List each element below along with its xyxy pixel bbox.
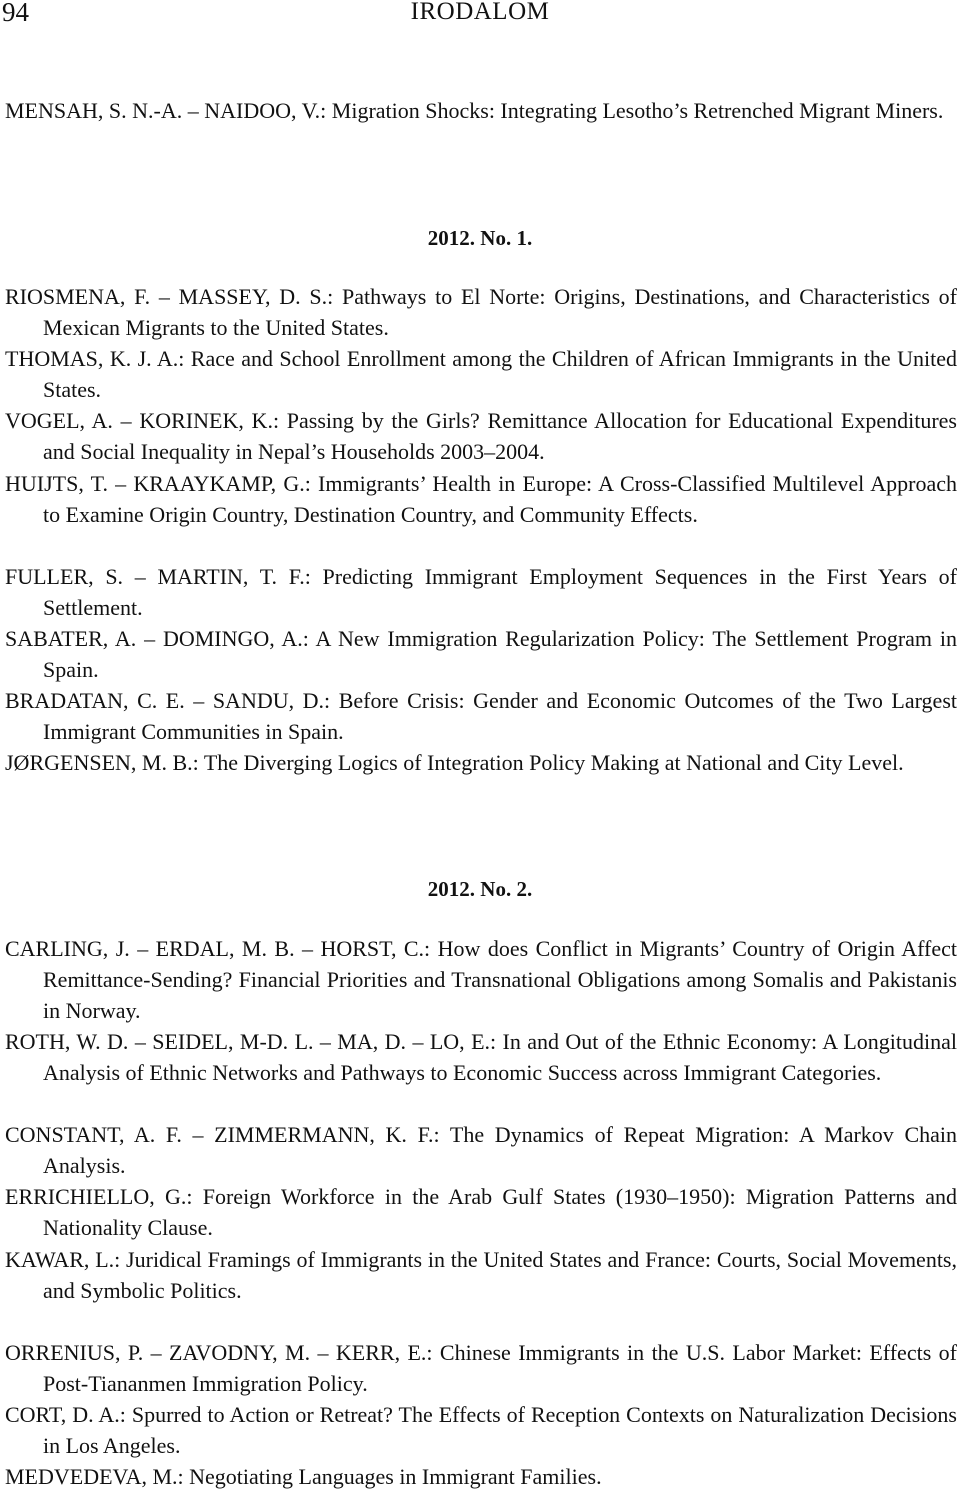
reference-entry: CONSTANT, A. F. – ZIMMERMANN, K. F.: The Dynamics of Repeat Migration: A Markov Chain Analysis. [5, 1122, 957, 1178]
reference-entry: KAWAR, L.: Juridical Framings of Immigrants in the United States and France: Courts, Social Movements, and Symbolic Politics. [5, 1247, 957, 1303]
reference-entry: HUIJTS, T. – KRAAYKAMP, G.: Immigrants’ Health in Europe: A Cross-Classified Multilevel Approach to Examine Origin Country, Destination Country, and Community Effects. [5, 471, 957, 527]
issue-heading-no2: 2012. No. 2. [427, 877, 533, 901]
reference-entry: VOGEL, A. – KORINEK, K.: Passing by the Girls? Remittance Allocation for Educational Expenditures and Social Inequality in Nepal’s Households 2003–2004. [5, 408, 957, 464]
page-number: 94 [2, 0, 29, 27]
reference-entry: ERRICHIELLO, G.: Foreign Workforce in the Arab Gulf States (1930–1950): Migration Patterns and Nationality Clause. [5, 1184, 957, 1240]
reference-entry: THOMAS, K. J. A.: Race and School Enrollment among the Children of African Immigrants in the United States. [5, 346, 957, 402]
reference-entry: ROTH, W. D. – SEIDEL, M-D. L. – MA, D. – LO, E.: In and Out of the Ethnic Economy: A Longitudinal Analysis of Ethnic Networks and Pathways to Economic Success across Immigrant Categories. [5, 1029, 957, 1085]
running-head-title: IRODALOM [410, 0, 550, 25]
reference-entry: FULLER, S. – MARTIN, T. F.: Predicting Immigrant Employment Sequences in the First Years of Settlement. [5, 564, 957, 620]
reference-entry: RIOSMENA, F. – MASSEY, D. S.: Pathways to El Norte: Origins, Destinations, and Characteristics of Mexican Migrants to the United States. [5, 284, 957, 340]
reference-entry: SABATER, A. – DOMINGO, A.: A New Immigration Regularization Policy: The Settlement Program in Spain. [5, 626, 957, 682]
reference-entry: MENSAH, S. N.-A. – NAIDOO, V.: Migration Shocks: Integrating Lesotho’s Retrenched Migrant Miners. [5, 98, 944, 123]
reference-entry: ORRENIUS, P. – ZAVODNY, M. – KERR, E.: Chinese Immigrants in the U.S. Labor Market: Effects of Post-Tiananmen Immigration Policy. [5, 1340, 957, 1396]
reference-entry: CARLING, J. – ERDAL, M. B. – HORST, C.: How does Conflict in Migrants’ Country of Origin Affect Remittance-Sending? Financial Priorities and Transnational Obligations among Somalis and Pakistanis in Norway. [5, 936, 957, 1023]
reference-entry: JØRGENSEN, M. B.: The Diverging Logics of Integration Policy Making at National and City Level. [5, 750, 904, 775]
issue-heading-no1: 2012. No. 1. [427, 226, 533, 250]
reference-entry: CORT, D. A.: Spurred to Action or Retreat? The Effects of Reception Contexts on Naturalization Decisions in Los Angeles. [5, 1402, 957, 1458]
reference-entry: BRADATAN, C. E. – SANDU, D.: Before Crisis: Gender and Economic Outcomes of the Two Largest Immigrant Communities in Spain. [5, 688, 957, 744]
reference-entry: MEDVEDEVA, M.: Negotiating Languages in Immigrant Families. [5, 1464, 602, 1489]
